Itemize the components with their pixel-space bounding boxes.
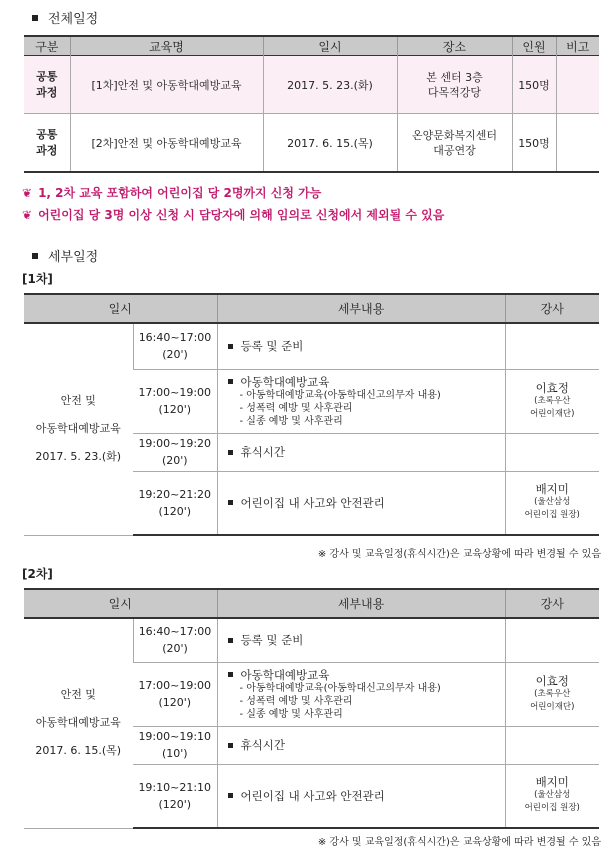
- content-cell: 어린이집 내 사고와 안전관리: [217, 471, 505, 535]
- detail-header-row: [24, 589, 599, 618]
- instructor-cell: 배지미 (울산삼성 어린이집 원장): [505, 764, 599, 828]
- place-cell: 본 센터 3층 다목적강당: [397, 56, 512, 114]
- date-cell: 2017. 6. 15.(목): [263, 114, 397, 173]
- col-header-content: 세부내용: [217, 294, 505, 323]
- note-1: ❦ 1, 2차 교육 포함하여 어린이집 당 2명까지 신청 가능: [22, 186, 322, 200]
- square-bullet-icon: [228, 638, 233, 643]
- flower-icon: ❦: [22, 186, 33, 200]
- col-header-category: 구분: [24, 36, 70, 56]
- date-cell: 2017. 5. 23.(화): [263, 56, 397, 114]
- category-cell: 공통 과정: [24, 56, 70, 114]
- content-cell: 등록 및 준비: [217, 323, 505, 369]
- people-cell: 150명: [512, 114, 556, 173]
- content-cell: 휴식시간: [217, 726, 505, 764]
- flower-icon: ❦: [22, 208, 33, 222]
- time-cell: 19:10~21:10 (120'): [133, 764, 217, 828]
- time-cell: 16:40~17:00 (20'): [133, 323, 217, 369]
- place-cell: 온양문화복지센터 대공연장: [397, 114, 512, 173]
- col-header-datetime: 일시: [24, 294, 217, 323]
- square-bullet-icon: [228, 793, 233, 798]
- col-header-remark: 비고: [556, 36, 599, 56]
- overview-table: [24, 35, 599, 173]
- instructor-cell: 이효정 (초록우산 어린이재단): [505, 662, 599, 726]
- detail-heading: [32, 246, 98, 265]
- table-row: [24, 323, 599, 369]
- square-bullet-icon: [228, 450, 233, 455]
- col-header-place: 장소: [397, 36, 512, 56]
- content-cell: 휴식시간: [217, 433, 505, 471]
- col-header-datetime: 일시: [24, 589, 217, 618]
- square-bullet-icon: [228, 500, 233, 505]
- time-cell: 19:00~19:20 (20'): [133, 433, 217, 471]
- detail-heading-text: 세부일정: [48, 250, 99, 265]
- square-bullet-icon: [32, 15, 38, 21]
- time-cell: 19:20~21:20 (120'): [133, 471, 217, 535]
- content-cell: 등록 및 준비: [217, 618, 505, 662]
- instructor-cell: 배지미 (울산삼성 어린이집 원장): [505, 471, 599, 535]
- content-cell: 아동학대예방교육 - 아동학대예방교육(아동학대신고의무자 내용) - 성폭력 예방 및 사후관리 - 실종 예방 및 사후관리: [217, 662, 505, 726]
- footnote: ※ 강사 및 교육일정(휴식시간)은 교육상황에 따라 변경될 수 있음: [317, 549, 601, 560]
- instructor-cell-empty: [505, 618, 599, 662]
- round-label-2: [2차]: [22, 567, 53, 581]
- table-row: [24, 114, 599, 173]
- category-cell: 공통 과정: [24, 114, 70, 173]
- time-cell: 17:00~19:00 (120'): [133, 369, 217, 433]
- col-header-instructor: 강사: [505, 294, 599, 323]
- instructor-cell-empty: [505, 433, 599, 471]
- table-row: [24, 618, 599, 662]
- session-cell: 안전 및 아동학대예방교육 2017. 6. 15.(목): [24, 618, 133, 828]
- time-cell: 17:00~19:00 (120'): [133, 662, 217, 726]
- detail-table-round-2: [24, 588, 599, 829]
- col-header-date: 일시: [263, 36, 397, 56]
- square-bullet-icon: [32, 253, 38, 259]
- footnote: ※ 강사 및 교육일정(휴식시간)은 교육상황에 따라 변경될 수 있음: [317, 837, 601, 848]
- note-2: ❦ 어린이집 당 3명 이상 신청 시 담당자에 의해 임의로 신청에서 제외될 수 있음: [22, 208, 445, 222]
- remark-cell: [556, 114, 599, 173]
- round-label-1: [1차]: [22, 272, 53, 286]
- overview-heading-text: 전체일정: [48, 12, 99, 27]
- square-bullet-icon: [228, 379, 233, 384]
- col-header-name: 교육명: [70, 36, 263, 56]
- detail-table-round-1: [24, 293, 599, 536]
- col-header-content: 세부내용: [217, 589, 505, 618]
- instructor-cell-empty: [505, 323, 599, 369]
- name-cell: [1차]안전 및 아동학대예방교육: [70, 56, 263, 114]
- content-cell: 아동학대예방교육 - 아동학대예방교육(아동학대신고의무자 내용) - 성폭력 예방 및 사후관리 - 실종 예방 및 사후관리: [217, 369, 505, 433]
- square-bullet-icon: [228, 743, 233, 748]
- overview-heading: [32, 8, 98, 27]
- time-cell: 19:00~19:10 (10'): [133, 726, 217, 764]
- square-bullet-icon: [228, 672, 233, 677]
- col-header-people: 인원: [512, 36, 556, 56]
- table-row: [24, 56, 599, 114]
- time-cell: 16:40~17:00 (20'): [133, 618, 217, 662]
- session-cell: 안전 및 아동학대예방교육 2017. 5. 23.(화): [24, 323, 133, 535]
- instructor-cell: 이효정 (초록우산 어린이재단): [505, 369, 599, 433]
- square-bullet-icon: [228, 344, 233, 349]
- people-cell: 150명: [512, 56, 556, 114]
- col-header-instructor: 강사: [505, 589, 599, 618]
- detail-header-row: [24, 294, 599, 323]
- content-cell: 어린이집 내 사고와 안전관리: [217, 764, 505, 828]
- overview-header-row: [24, 36, 599, 56]
- name-cell: [2차]안전 및 아동학대예방교육: [70, 114, 263, 173]
- remark-cell: [556, 56, 599, 114]
- instructor-cell-empty: [505, 726, 599, 764]
